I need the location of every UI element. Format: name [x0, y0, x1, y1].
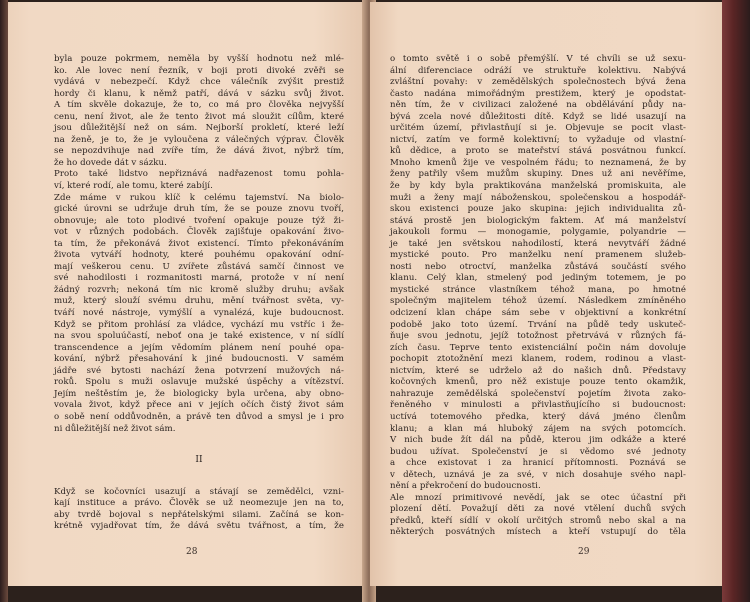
- text-line: cenu, není život, ale že tento život má sloužit cílům, které: [54, 111, 344, 122]
- text-line: skou existenci pouze jako skupina: jejich individualita zů-: [390, 204, 686, 215]
- text-line: nosti nebo otroctví, manželka zůstává součástí svého: [390, 261, 686, 272]
- right-page: [370, 2, 722, 586]
- text-line: Když se kočovníci usazují a stávají se zemědělci, vzni-: [54, 486, 344, 497]
- text-line: budou užívat. Společenství je si vědomo své jednoty: [390, 446, 686, 457]
- text-line: ků dědice, a proto se mateřství stává posvátnou funkcí.: [390, 146, 686, 157]
- text-line: tváří nové nástroje, vymýšlí a vynalézá, kuje budoucnost.: [54, 308, 344, 319]
- text-line: určitém území, přivlastňují si je. Objevuje se pocit vlast-: [390, 123, 686, 134]
- text-line: nictví, zatím ve formě kolektivní; to vyžaduje od vlastní-: [390, 134, 686, 145]
- right-page-text: [390, 54, 686, 539]
- text-line: jádře své bytosti nachází žena potvrzení mužových ná-: [54, 365, 344, 376]
- text-line: kají instituce a právo. Člověk se už neomezuje jen na to,: [54, 498, 344, 509]
- text-line: ta tím, že překonává život existencí. Tímto překonáváním: [54, 238, 344, 249]
- text-line: společným majitelem téhož území. Následkem zmíněného: [390, 296, 686, 307]
- text-line: obnovuje; ale toto plodivé tvoření opakuje pouze týž ži-: [54, 215, 344, 226]
- text-line: na ženě, je to, že je vyloučena z válečných výprav. Člověk: [54, 134, 344, 145]
- text-line: Jejím neštěstím je, že biologicky byla určena, aby obno-: [54, 388, 344, 399]
- text-line: své nahodilosti i rozmanitosti marná, protože v ní není: [54, 273, 344, 284]
- text-line: A tím skvěle dokazuje, že to, co má pro člověka nejvyšší: [54, 100, 344, 111]
- text-line: ňuje svou jednotu, jejíž totožnost přetrvává v různých fá-: [390, 331, 686, 342]
- text-line: něn tím, že v civilizaci založené na obdělávání půdy na-: [390, 100, 686, 111]
- text-line: o sobě není oddůvodněn, a právě ten důvod a smysl je i pro: [54, 411, 344, 422]
- text-line: předků, kteří sídlí v okolí určitých stromů nebo skal a na: [390, 515, 686, 526]
- left-book-edge: [0, 0, 8, 602]
- text-line: a chce existovat i za hranicí přítomnosti. Poznává se: [390, 458, 686, 469]
- text-line: řeněného v minulosti a přivlastňujícího si budoucnost:: [390, 400, 686, 411]
- right-book-edge: [722, 0, 750, 602]
- text-line: kočovných kmenů, pro něž existuje pouze tento okamžik,: [390, 377, 686, 388]
- text-line: o tomto světě i o sobě přemýšlí. V té chvíli se už sexu-: [390, 54, 686, 64]
- text-line: mají veškerou cenu. U zvířete zůstává samčí činnost ve: [54, 261, 344, 272]
- section-heading: II: [195, 455, 203, 466]
- text-line: byla pouze pokrmem, neměla by vyšší hodnotu než mlé-: [54, 54, 344, 64]
- text-line: pochopit ztotožnění mezi klanem, rodem, rodinou a vlast-: [390, 354, 686, 365]
- text-line: vot v různých podobách. Člověk zajišťuje opakování živo-: [54, 227, 344, 238]
- text-line: stává prostě jen biologickým faktem. Ať má manželství: [390, 215, 686, 226]
- text-line: transcendence a jejím vědomím plánem není pouhé opa-: [54, 342, 344, 353]
- text-line: často nadána mimořádným prestižem, který je opodstat-: [390, 88, 686, 99]
- text-line: plození dětí. Považují děti za nové vtělení duchů svých: [390, 504, 686, 515]
- text-line: aby tvrdě bojoval s nepřátelskými silami. Začíná se kon-: [54, 509, 344, 520]
- text-line: ženy patřily všem mužům skupiny. Dnes už ani nevěříme,: [390, 169, 686, 180]
- text-line: že ho dovede dát v sázku.: [54, 157, 167, 168]
- text-line: že by kdy byla praktikována manželská promiskuita, ale: [390, 181, 686, 192]
- text-line: muž, který slouží svému druhu, mění tvářnost světa, vy-: [54, 296, 344, 307]
- text-line: mystické stránce vlastníkem téhož mana, po hmotné: [390, 284, 686, 295]
- text-line: klanu. Celý klan, stmelený pod jediným totemem, je po: [390, 273, 686, 284]
- text-line: ální diferenciace odráží ve struktuře kolektivu. Nabývá: [390, 65, 686, 76]
- text-line: klanu; a klan má hluboký zájem na svých potomcích.: [390, 423, 686, 434]
- text-line: Proto také lidstvo nepřiznává nadřazenost tomu pohla-: [54, 169, 344, 180]
- text-line: žádný rozvrh; nekoná tím nic kromě služby druhu; avšak: [54, 284, 344, 295]
- text-line: gické úrovni se udržuje druh tím, že se pouze znovu tvoří,: [54, 204, 344, 215]
- text-line: nictvím, které se udrželo až do našich dnů. Představy: [390, 365, 686, 376]
- text-line: odcizení klan chápe sám sebe v objektivní a konkrétní: [390, 308, 686, 319]
- text-line: vydává v nebezpečí. Když chce válečník zvýšit prestiž: [54, 77, 344, 88]
- text-line: zvláštní povahy: v zemědělských společnostech bývá žena: [390, 77, 686, 88]
- text-line: muži a ženy mají náboženskou, společenskou a hospodář-: [390, 192, 686, 203]
- text-line: Mnoho kmenů žije ve vespolném řádu; to neznamená, že by: [390, 157, 686, 168]
- left-page: [8, 2, 368, 586]
- text-line: nahrazuje zemědělská společenství pojetím života zako-: [390, 388, 686, 399]
- text-line: ví, které rodí, ale tomu, které zabíjí.: [54, 181, 213, 192]
- right-page-number: 29: [578, 547, 590, 557]
- text-line: nění a překročení do budoucnosti.: [390, 481, 541, 492]
- text-line: ko. Ale lovec není řezník, v boji proti divoké zvěři se: [54, 65, 344, 76]
- text-line: na svou spoluúčastí, neboť ona je také existence, v ní sídlí: [54, 331, 344, 342]
- text-line: vovala život, když přece ani v jejích očích čistý život sám: [54, 400, 344, 411]
- left-page-number: 28: [186, 547, 198, 557]
- text-line: bývá zcela nové důležitosti dítě. Když se lidé usazují na: [390, 111, 686, 122]
- text-line: uctívá totemového předka, který dává jméno členům: [390, 411, 686, 422]
- text-line: ni důležitější než život sám.: [54, 423, 176, 434]
- text-line: života vytváří hodnoty, které pouhému opakování odní-: [54, 250, 344, 261]
- text-line: je také jen světskou nahodilostí, která nevytváří žádné: [390, 238, 686, 249]
- text-line: hordy či klanu, k němž patří, dává v sázku svůj život.: [54, 88, 344, 99]
- text-line: V nich bude žít dál na půdě, kterou jim odkáže a které: [390, 435, 686, 446]
- text-line: zích času. Teprve tento existenciální počin nám dovoluje: [390, 342, 686, 353]
- text-line: jakoukoli formu — monogamie, polygamie, polyandrie —: [390, 227, 686, 238]
- text-line: krétně vyjadřovat tím, že dává světu tvářnost, a tím, že: [54, 521, 344, 532]
- text-line: kování, nýbrž přesahování k jiné budoucnosti. V samém: [54, 354, 344, 365]
- text-line: některých posvátných místech a kteří vstupují do těla: [390, 527, 686, 538]
- text-line: Když se přitom prohlásí za vládce, vychází mu vstříc i že-: [54, 319, 344, 330]
- text-line: Ale mnozí primitivové nevědí, jak se otec účastní při: [390, 492, 686, 503]
- left-page-text: [54, 54, 344, 533]
- text-line: jsou důležitější než on sám. Nejborší prokletí, které leží: [54, 123, 344, 134]
- text-line: podobě jako toto území. Trvání na půdě tedy uskuteč-: [390, 319, 686, 330]
- text-line: mystické pouto. Pro manželku není pramenem služeb-: [390, 250, 686, 261]
- text-line: roků. Spolu s muži oslavuje mužské úspěchy a vítězství.: [54, 377, 344, 388]
- text-line: Zde máme v rukou klíč k celému tajemství. Na biolo-: [54, 192, 344, 203]
- text-line: se nepozdvihuje nad zvíře tím, že dává život, nýbrž tím,: [54, 146, 344, 157]
- text-line: v dětech, uznává je za své, v nich dosahuje svého napl-: [390, 469, 686, 480]
